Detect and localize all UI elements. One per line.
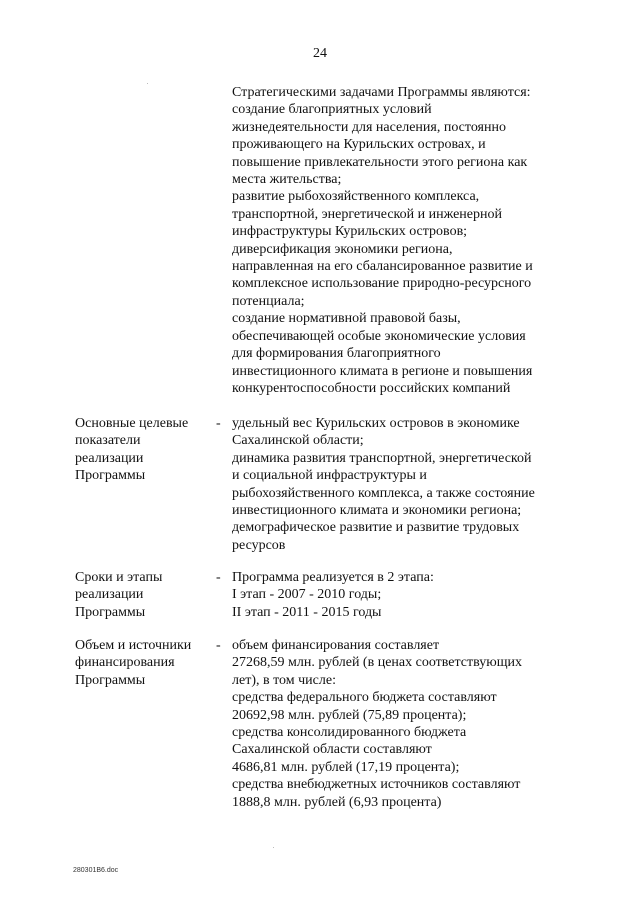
content-line: демографическое развитие и развитие трудовых bbox=[232, 520, 520, 536]
content-line: и социальной инфраструктуры и bbox=[232, 468, 427, 484]
target-indicators-content bbox=[232, 415, 572, 554]
intro-line: конкурентоспособности российских компаний bbox=[232, 380, 511, 396]
intro-line: направленная на его сбалансированное развитие и bbox=[232, 259, 533, 275]
content-line: 27268,59 млн. рублей (в ценах соответствующих bbox=[232, 655, 522, 671]
intro-line: инфраструктуры Курильских островов; bbox=[232, 224, 468, 240]
label-line: Программы bbox=[75, 468, 146, 484]
content-line: Программа реализуется в 2 этапа: bbox=[232, 570, 434, 585]
intro-line: для формирования благоприятного bbox=[232, 346, 441, 362]
content-line: удельный вес Курильских островов в экономике bbox=[232, 416, 520, 431]
content-line: средства консолидированного бюджета bbox=[232, 725, 467, 741]
content-line: II этап - 2011 - 2015 годы bbox=[232, 604, 382, 620]
content-line: рыбохозяйственного комплекса, а также состояние bbox=[232, 485, 535, 501]
intro-line: Стратегическими задачами Программы являются: bbox=[232, 85, 531, 100]
content-line: динамика развития транспортной, энергетической bbox=[232, 450, 532, 466]
intro-line: проживающего на Курильских островах, и bbox=[232, 137, 486, 153]
label-line: Объем и источники bbox=[75, 638, 192, 653]
intro-line: создание благоприятных условий bbox=[232, 102, 432, 118]
content-line: ресурсов bbox=[232, 537, 286, 553]
intro-line: диверсификация экономики региона, bbox=[232, 241, 453, 257]
content-line: I этап - 2007 - 2010 годы; bbox=[232, 587, 382, 603]
content-line: Сахалинской области составляют bbox=[232, 742, 432, 758]
scan-speck bbox=[273, 847, 274, 848]
label-line: Сроки и этапы bbox=[75, 570, 163, 585]
content-line: Сахалинской области; bbox=[232, 433, 364, 449]
page-number: 24 bbox=[313, 46, 327, 61]
content-line: объем финансирования составляет bbox=[232, 638, 440, 653]
row-dash: - bbox=[216, 570, 221, 585]
intro-line: развитие рыбохозяйственного комплекса, bbox=[232, 189, 480, 205]
intro-line: обеспечивающей особые экономические условия bbox=[232, 328, 526, 344]
intro-line: комплексное использование природно-ресурсного bbox=[232, 276, 532, 292]
content-line: средства федерального бюджета составляют bbox=[232, 690, 497, 706]
content-line: 20692,98 млн. рублей (75,89 процента); bbox=[232, 707, 467, 723]
content-line: средства внебюджетных источников составляют bbox=[232, 777, 521, 793]
intro-line: жизнедеятельности для населения, постоянно bbox=[232, 119, 506, 135]
intro-line: транспортной, энергетической и инженерной bbox=[232, 206, 502, 222]
row-dash: - bbox=[216, 638, 221, 653]
label-line: показатели bbox=[75, 433, 141, 449]
row-dash: - bbox=[216, 416, 221, 431]
funding-sources-content bbox=[232, 637, 572, 811]
content-line: 4686,81 млн. рублей (17,19 процента); bbox=[232, 759, 460, 775]
strategic-objectives-text bbox=[232, 84, 572, 397]
funding-sources-label bbox=[75, 637, 215, 689]
timeline-stages-label bbox=[75, 569, 215, 621]
label-line: Программы bbox=[75, 672, 146, 688]
content-line: лет), в том числе: bbox=[232, 672, 336, 688]
footer-filename: 280301B6.doc bbox=[73, 867, 119, 874]
target-indicators-label bbox=[75, 415, 215, 485]
intro-line: создание нормативной правовой базы, bbox=[232, 311, 461, 327]
scan-speck bbox=[147, 83, 148, 84]
timeline-stages-content bbox=[232, 569, 572, 621]
label-line: реализации bbox=[75, 450, 144, 466]
label-line: Основные целевые bbox=[75, 416, 189, 431]
label-line: реализации bbox=[75, 587, 144, 603]
intro-line: инвестиционного климата в регионе и повышения bbox=[232, 363, 533, 379]
content-line: инвестиционного климата и экономики региона; bbox=[232, 503, 522, 519]
intro-line: потенциала; bbox=[232, 293, 305, 309]
label-line: Программы bbox=[75, 604, 146, 620]
intro-line: места жительства; bbox=[232, 172, 342, 188]
label-line: финансирования bbox=[75, 655, 175, 671]
content-line: 1888,8 млн. рублей (6,93 процента) bbox=[232, 794, 442, 810]
intro-line: повышение привлекательности этого региона как bbox=[232, 154, 528, 170]
